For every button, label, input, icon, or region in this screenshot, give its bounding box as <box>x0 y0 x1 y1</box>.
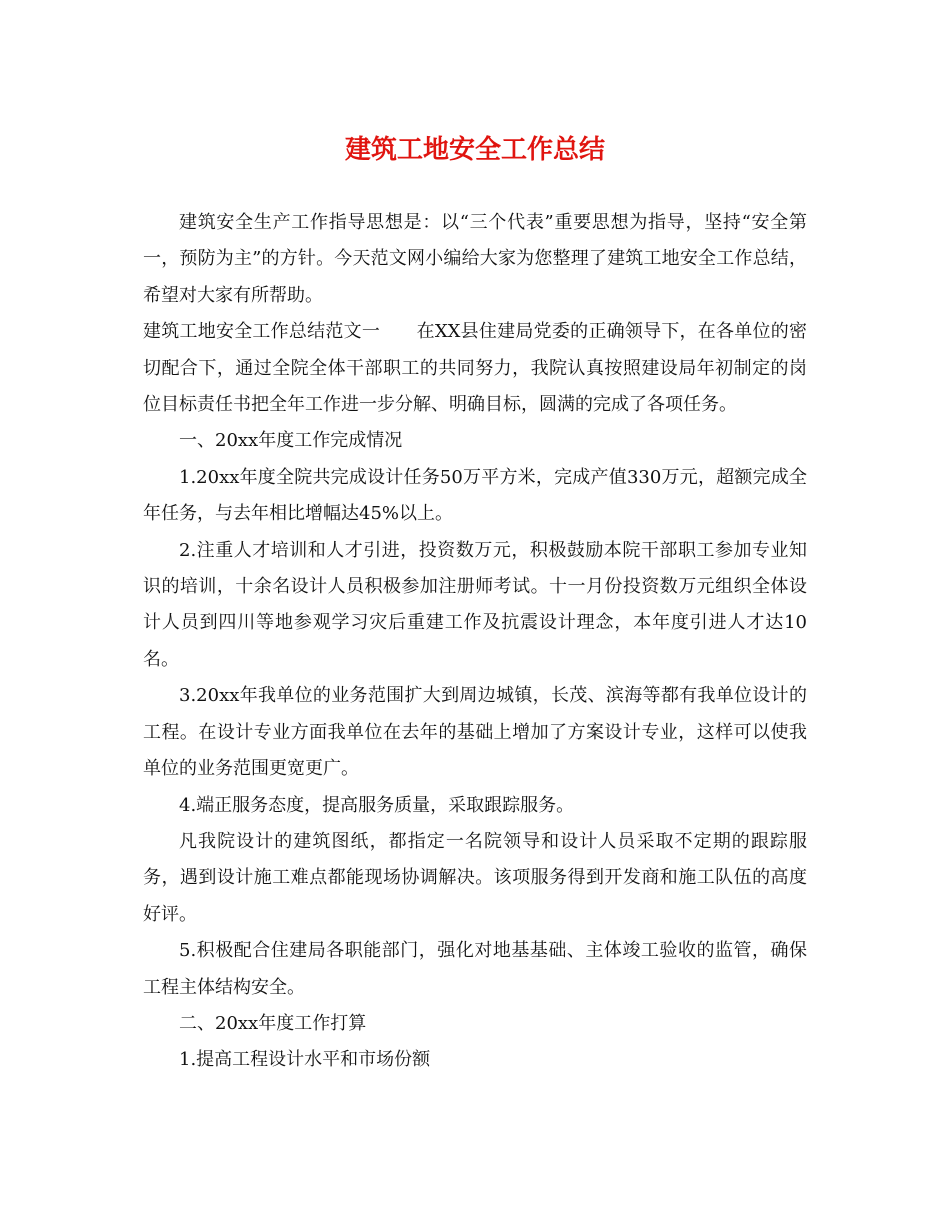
paragraph-item-4-detail: 凡我院设计的建筑图纸，都指定一名院领导和设计人员采取不定期的跟踪服务，遇到设计施工难点都能现场协调解决。该项服务得到开发商和施工队伍的高度好评。 <box>143 830 807 925</box>
paragraph-item-5: 5.积极配合住建局各职能部门，强化对地基基础、主体竣工验收的监管，确保工程主体结构安全。 <box>143 940 807 998</box>
section-heading-plan: 二、20xx年度工作打算 <box>179 1012 367 1034</box>
paragraph-plan-item-1: 1.提高工程设计水平和市场份额 <box>179 1049 431 1071</box>
page-title: 建筑工地安全工作总结 <box>344 135 605 165</box>
document-body <box>143 205 807 1079</box>
paragraph-item-1: 1.20xx年度全院共完成设计任务50万平方米，完成产值330万元，超额完成全年任务，与去年相比增幅达45%以上。 <box>143 466 807 525</box>
paragraph-item-4: 4.端正服务态度，提高服务质量，采取跟踪服务。 <box>179 794 575 816</box>
paragraph-item-2: 2.注重人才培训和人才引进，投资数万元，积极鼓励本院干部职工参加专业知识的培训，十余名设计人员积极参加注册师考试。十一月份投资数万元组织全体设计人员到四川等地参观学习灾后重建工作及抗震设计理念，本年度引进人才达10名。 <box>143 539 807 670</box>
paragraph-intro: 建筑安全生产工作指导思想是：以“三个代表”重要思想为指导，坚持“安全第一，预防为主”的方针。今天范文网小编给大家为您整理了建筑工地安全工作总结，希望对大家有所帮助。 <box>143 212 807 306</box>
section-heading-completion: 一、20xx年度工作完成情况 <box>179 430 403 452</box>
paragraph-item-3: 3.20xx年我单位的业务范围扩大到周边城镇，长茂、滨海等都有我单位设计的工程。在设计专业方面我单位在去年的基础上增加了方案设计专业，这样可以使我单位的业务范围更宽更广。 <box>143 685 807 780</box>
paragraph-sample-one: 建筑工地安全工作总结范文一 在XX县住建局党委的正确领导下，在各单位的密切配合下，通过全院全体干部职工的共同努力，我院认真按照建设局年初制定的岗位目标责任书把全年工作进一步分解、明确目标，圆满的完成了各项任务。 <box>143 321 807 416</box>
